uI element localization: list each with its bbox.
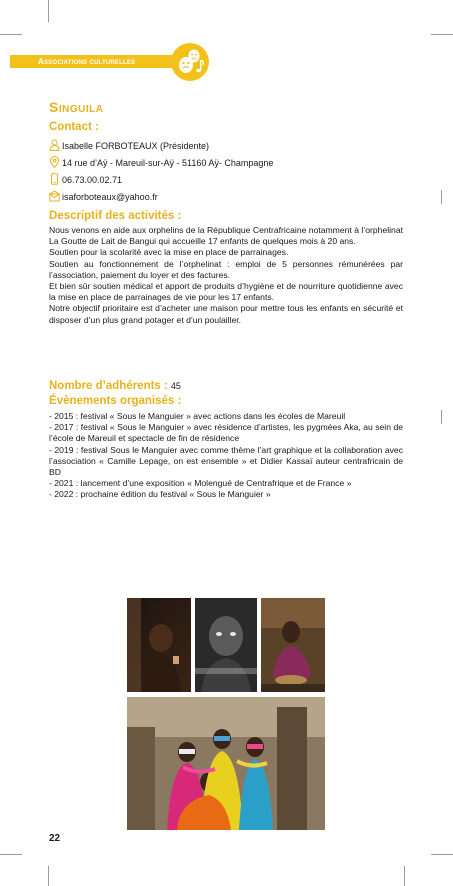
members-label: Nombre d’adhérents : <box>49 380 168 392</box>
crop-mark <box>0 854 22 855</box>
activities-text <box>49 225 403 326</box>
events-list <box>49 411 403 501</box>
section-header-label: Associations culturelles <box>38 57 136 66</box>
contact-person-text: Isabelle FORBOTEAUX (Présidente) <box>62 141 210 151</box>
event-item: - 2015 : festival « Sous le Manguier » avec actions dans les écoles de Mareuil <box>49 411 346 421</box>
photo-children-festive-glasses <box>127 697 325 830</box>
contact-person <box>49 139 209 153</box>
activities-paragraph: Soutien pour la scolarité avec la mise en place de parrainages. <box>49 247 289 258</box>
members-count <box>49 376 181 394</box>
photo-child-portrait-bw <box>195 598 257 692</box>
envelope-icon <box>49 190 60 202</box>
crop-mark <box>0 34 22 35</box>
event-item: - 2022 : prochaine édition du festival « Sous le Manguier » <box>49 489 271 500</box>
location-pin-icon <box>49 156 60 168</box>
contact-phone-text[interactable]: 06.73.00.02.71 <box>62 175 123 185</box>
photo-girl-with-bowl <box>261 598 325 692</box>
contact-email-text[interactable]: isaforboteaux@yahoo.fr <box>62 192 158 202</box>
activities-paragraph: Et bien sûr soutien médical et apport de produits d’hygiène et de nourriture quotidienne avec la mise en place de parrainages de vie pour les 17 enfants. <box>49 281 403 303</box>
photo-child-with-candy <box>127 598 191 692</box>
contact-phone <box>49 173 122 187</box>
crop-mark <box>431 854 453 855</box>
crop-mark <box>48 866 49 886</box>
event-item: - 2019 : festival Sous le Manguier avec comme thème l’art graphique et la collaboration avec l’association « Camille Lepage, on est ensemble » et Didier Kassaï auteur centrafricain de BD <box>49 444 403 478</box>
activities-paragraph: Soutien au fonctionnement de l’orphelinat : emploi de 5 personnes rémunérées par l’association, paiement du loyer et des factures. <box>49 258 403 280</box>
phone-icon <box>49 173 60 185</box>
crop-mark <box>441 190 442 204</box>
event-item: - 2017 : festival « Sous le Manguier » avec résidence d’artistes, les pygmées Aka, au sein de l’école de Mareuil et spectacle de fin de résidence <box>49 422 403 444</box>
music-masks-icon <box>171 43 209 81</box>
activities-paragraph: Nous venons en aide aux orphelins de la République Centrafricaine notamment à l’orphelinat La Goutte de Lait de Bangui qui accueille 17 enfants de quelques mois à 20 ans. <box>49 225 403 247</box>
crop-mark <box>431 34 453 35</box>
page-number: 22 <box>49 833 61 844</box>
contact-address <box>49 156 273 170</box>
crop-mark <box>404 866 405 886</box>
event-item: - 2021 : lancement d’une exposition « Molengué de Centrafrique et de France » <box>49 478 352 489</box>
contact-heading: Contact : <box>49 121 99 133</box>
crop-mark <box>441 410 442 424</box>
members-value: 45 <box>170 381 181 391</box>
contact-address-text: 14 rue d’Aÿ - Mareuil-sur-Aÿ - 51160 Aÿ- Champagne <box>62 158 274 168</box>
crop-mark <box>48 0 49 22</box>
contact-email <box>49 190 158 204</box>
person-icon <box>49 139 60 151</box>
events-heading: Évènements organisés : <box>49 395 182 407</box>
association-title: Singuila <box>49 99 104 115</box>
activities-heading: Descriptif des activités : <box>49 210 182 222</box>
activities-paragraph: Notre objectif prioritaire est d’acheter une maison pour mettre tous les enfants en sécurité et disposer d’un plus grand potager et d’un poulailler. <box>49 303 403 325</box>
